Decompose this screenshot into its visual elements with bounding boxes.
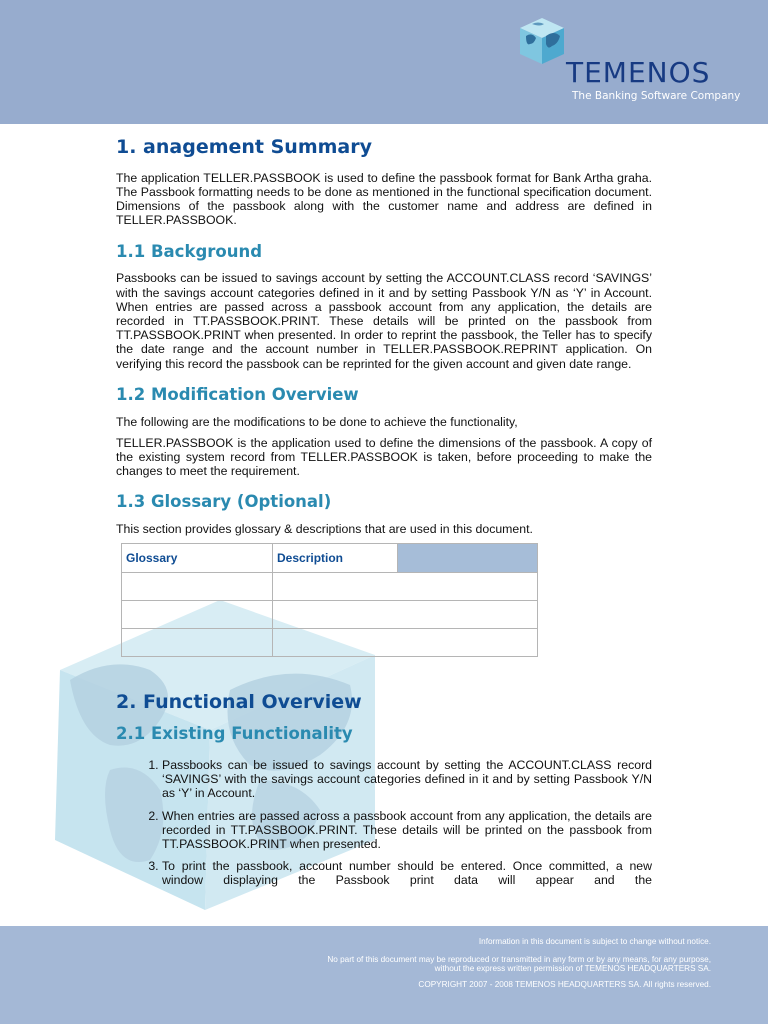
section-1-2-title: 1.2 Modification Overview [116,384,359,404]
section-2-1-title: 2.1 Existing Functionality [116,724,353,744]
section-1-2-paragraph-1: The following are the modifications to be done to achieve the functionality, [116,414,518,429]
logo-wordmark: TEMENOS [566,56,711,89]
glossary-header-glossary: Glossary [122,544,273,573]
section-1-1-paragraph: Passbooks can be issued to savings account by setting the ACCOUNT.CLASS record ‘SAVINGS’ with the savings account categories defined in it and by setting Passbook Y/N as ‘Y’ in Account. When entries are passed across a passbook account from any application, the details are recorded in TT.PASSBOOK.PRINT. These details will be printed on the passbook from TT.PASSBOOK.PRINT when presented. In order to reprint the passbook, the Teller has to specify the date range and the account number in TELLER.PASSBOOK.REPRINT application. On verifying this record the passbook can be reprinted for the given account and given date range. [116,271,652,371]
glossary-table [121,543,538,657]
table-cell [122,573,273,601]
table-cell [122,601,273,629]
footer-reproduction-line-2: without the express written permission of TEMENOS HEADQUARTERS SA. [434,964,711,973]
table-cell [273,629,538,657]
glossary-header-blank [398,544,538,573]
list-item: 3. To print the passbook, account number should be entered. Once committed, a new window displaying the Passbook print data will appear and the [162,859,652,887]
table-cell [122,629,273,657]
glossary-header-description: Description [273,544,398,573]
existing-functionality-list [116,758,652,888]
list-item: 2. When entries are passed across a passbook account from any application, the details are recorded in TT.PASSBOOK.PRINT. These details will be printed on the passbook from TT.PASSBOOK.PRINT when presented. [162,809,652,852]
section-2-title: 2. Functional Overview [116,691,362,714]
section-1-paragraph: The application TELLER.PASSBOOK is used to define the passbook format for Bank Artha graha. The Passbook formatting needs to be done as mentioned in the functional specification document. Dimensions of the passbook along with the customer name and address are defined in TELLER.PASSBOOK. [116,170,652,228]
section-1-1-title: 1.1 Background [116,241,263,261]
footer-copyright: COPYRIGHT 2007 - 2008 TEMENOS HEADQUARTERS SA. All rights reserved. [418,980,711,989]
section-1-2-paragraph-2: TELLER.PASSBOOK is the application used to define the dimensions of the passbook. A copy of the existing system record from TELLER.PASSBOOK is taken, before proceeding to make the changes to meet the requirement. [116,435,652,479]
table-cell [273,573,538,601]
footer-reproduction-line-1: No part of this document may be reproduced or transmitted in any form or by any means, for any purpose, [327,955,711,964]
list-item: 1. Passbooks can be issued to savings account by setting the ACCOUNT.CLASS record ‘SAVINGS’ with the savings account categories defined in it and by setting Passbook Y/N as ‘Y’ in Account. [162,758,652,801]
section-1-3-paragraph: This section provides glossary & descriptions that are used in this document. [116,522,533,537]
glossary-header-row [122,544,538,573]
table-row [122,573,538,601]
section-1-3-title: 1.3 Glossary (Optional) [116,492,332,512]
table-row [122,629,538,657]
page-footer [0,926,768,1024]
globe-cube-logo-icon [518,16,566,66]
footer-notice: Information in this document is subject to change without notice. [478,937,711,946]
table-row [122,601,538,629]
logo-tagline: The Banking Software Company [572,90,741,102]
table-cell [273,601,538,629]
document-body [116,136,652,896]
section-1-title: 1. anagement Summary [116,136,372,158]
page-header [0,0,768,124]
